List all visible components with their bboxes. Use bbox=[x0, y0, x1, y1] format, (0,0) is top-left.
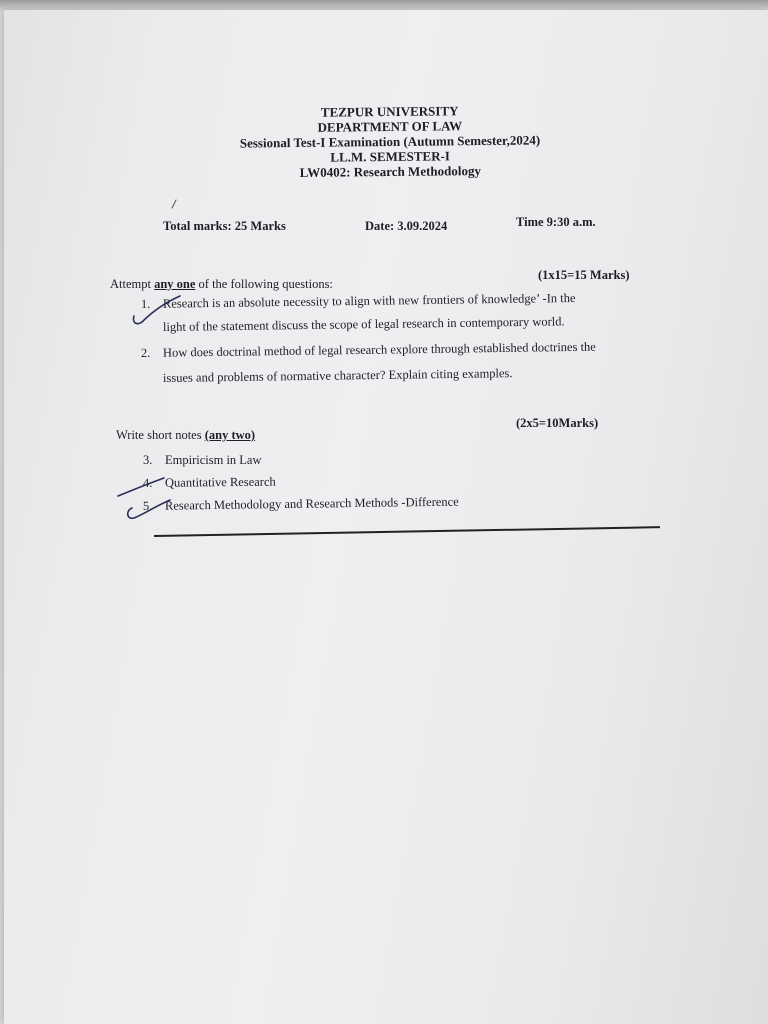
question-text: Research Methodology and Research Methods -Difference bbox=[164, 494, 459, 513]
question-number: 5. bbox=[142, 498, 153, 513]
pen-tick-mark-icon bbox=[122, 498, 182, 526]
pen-mark-icon bbox=[168, 196, 182, 212]
instruction-text: Write short notes bbox=[116, 428, 205, 442]
instruction-emphasis: (any two) bbox=[204, 428, 256, 442]
question-2-continued: issues and problems of normative character? Explain citing examples. bbox=[162, 366, 513, 385]
section-b-instruction bbox=[116, 428, 255, 443]
question-number: 2. bbox=[140, 345, 151, 360]
semester-label: LL.M. SEMESTER-I bbox=[330, 148, 451, 165]
university-name: TEZPUR UNIVERSITY bbox=[320, 103, 459, 120]
section-a-instruction bbox=[110, 277, 333, 292]
exam-header bbox=[180, 102, 601, 181]
question-text: Research is an absolute necessity to align with new frontiers of knowledge’ -In the bbox=[162, 290, 576, 311]
exam-title: Sessional Test-I Examination (Autumn Semester,2024) bbox=[239, 132, 541, 151]
section-a-marks: (1x15=15 Marks) bbox=[538, 268, 630, 282]
exam-time: Time 9:30 a.m. bbox=[516, 215, 596, 229]
section-b-marks: (2x5=10Marks) bbox=[516, 416, 599, 430]
exam-date: Date: 3.09.2024 bbox=[365, 219, 448, 233]
question-3 bbox=[143, 453, 262, 468]
instruction-text: Attempt bbox=[110, 277, 155, 291]
total-marks: Total marks: 25 Marks bbox=[163, 219, 286, 233]
question-number: 4. bbox=[142, 475, 153, 490]
question-text: Quantitative Research bbox=[164, 474, 276, 490]
question-1-continued: light of the statement discuss the scope of legal research in contemporary world. bbox=[162, 314, 565, 334]
question-number: 1. bbox=[140, 296, 151, 311]
pen-tick-mark-icon bbox=[128, 292, 188, 332]
course-title: LW0402: Research Methodology bbox=[299, 163, 482, 180]
instruction-text: of the following questions: bbox=[195, 277, 333, 291]
department-name: DEPARTMENT OF LAW bbox=[317, 118, 463, 135]
question-number: 3. bbox=[143, 453, 153, 467]
question-text: Empiricism in Law bbox=[165, 453, 262, 467]
instruction-emphasis: any one bbox=[154, 277, 196, 291]
question-text: How does doctrinal method of legal research explore through established doctrines the bbox=[162, 339, 596, 360]
